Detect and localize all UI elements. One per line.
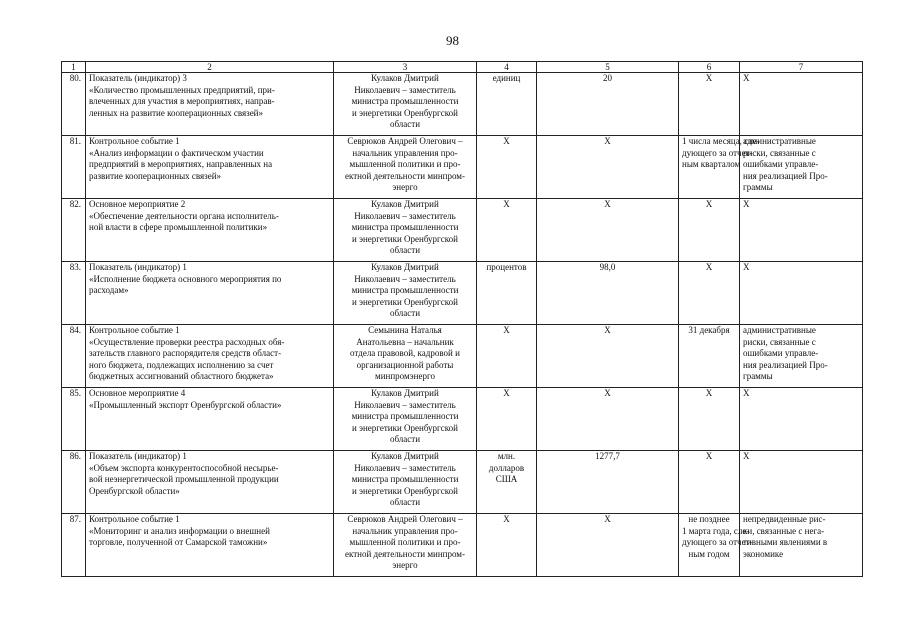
cell-text-line: «Промышленный экспорт Оренбургской области» (89, 399, 282, 410)
cell-text-line: Контрольное событие 1 (89, 325, 180, 335)
cell-value (537, 199, 679, 262)
cell-text-line: X (705, 388, 713, 398)
cell-text-line: Николаевич – заместитель (354, 462, 456, 473)
cell-risks (740, 262, 863, 325)
cell-text-line: «Анализ информации о фактическом участии (89, 147, 264, 158)
cell-text-line: бюджетных ассигнований областного бюджета» (89, 371, 274, 381)
cell-responsible (334, 199, 477, 262)
cell-text-line: области (389, 245, 421, 255)
cell-deadline (679, 514, 753, 577)
column-header: 1 (62, 62, 86, 73)
cell-text-line: единиц (492, 73, 521, 83)
cell-deadline (679, 388, 740, 451)
cell-text-line: области (389, 308, 421, 318)
cell-deadline (679, 325, 740, 388)
cell-value (537, 262, 679, 325)
cell-text-line: области (389, 119, 421, 129)
cell-deadline (679, 199, 740, 262)
cell-responsible (334, 325, 477, 388)
cell-text-line: дующего за отчет- (682, 147, 753, 158)
cell-text-line: и энергетики Оренбургской (352, 422, 458, 433)
cell-text-line: Основное мероприятие 2 (89, 199, 186, 209)
cell-text-line: Показатель (индикатор) 1 (89, 262, 187, 272)
cell-text-line: 1 марта года, сле- (682, 525, 750, 536)
cell-text-line: 98,0 (599, 262, 616, 272)
cell-value (537, 514, 679, 577)
column-header: 4 (477, 62, 537, 73)
cell-text-line: X (604, 325, 611, 335)
cell-text-line: расходам» (89, 285, 129, 295)
cell-text-line: Кулаков Дмитрий (371, 262, 439, 272)
cell-text-line: X (705, 451, 713, 461)
cell-name (86, 199, 334, 262)
cell-text-line: граммы (743, 182, 773, 192)
cell-unit (477, 451, 537, 514)
cell-value (537, 73, 679, 136)
table-row (62, 73, 863, 136)
cell-text-line: млн. (497, 451, 516, 461)
cell-responsible (334, 514, 477, 577)
cell-text-line: организационной работы (356, 359, 454, 370)
cell-text-line: X (604, 514, 611, 524)
cell-text-line: влеченных для участия в мероприятиях, направ- (89, 96, 275, 106)
cell-row-number: 85. (62, 388, 86, 451)
table-row (62, 514, 863, 577)
table-header-row (62, 62, 863, 73)
cell-text-line: области (389, 434, 421, 444)
cell-text-line: Анатольевна – начальник (356, 336, 454, 347)
cell-text-line: мышленной политики и про- (349, 537, 461, 547)
page-number: 98 (446, 33, 459, 48)
cell-text-line: долларов (488, 462, 525, 473)
cell-text-line: торговле, полученной от Самарской таможни» (89, 537, 268, 547)
cell-text-line: начальник управления про- (352, 147, 458, 158)
cell-responsible (334, 73, 477, 136)
cell-text-line: X (705, 73, 713, 83)
cell-text-line: «Количество промышленных предприятий, при- (89, 84, 275, 95)
cell-text-line: Николаевич – заместитель (354, 84, 456, 95)
cell-text-line: министра промышленности (351, 411, 459, 421)
cell-text-line: «Мониторинг и анализ информации о внешней (89, 525, 270, 536)
cell-text-line: непредвиденные рис- (743, 514, 826, 524)
cell-text-line: X (743, 262, 750, 272)
cell-value (537, 388, 679, 451)
cell-text-line: Николаевич – заместитель (354, 399, 456, 410)
cell-text-line: и энергетики Оренбургской (352, 296, 458, 307)
cell-text-line: Кулаков Дмитрий (371, 388, 439, 398)
cell-text-line: Контрольное событие 1 (89, 514, 180, 524)
cell-unit (477, 136, 537, 199)
cell-text-line: X (503, 325, 510, 335)
cell-text-line: «Осуществление проверки реестра расходных обя- (89, 336, 285, 347)
cell-text-line: X (743, 388, 750, 398)
program-table (61, 61, 863, 577)
cell-deadline (679, 262, 740, 325)
cell-unit (477, 388, 537, 451)
cell-text-line: энерго (392, 182, 418, 192)
cell-text-line: ектной деятельности минпром- (344, 548, 465, 559)
cell-text-line: ленных на развитие кооперационных связей» (89, 107, 264, 118)
cell-text-line: министра промышленности (351, 285, 459, 295)
cell-text-line: 31 декабря (688, 325, 730, 335)
cell-text-line: министра промышленности (351, 474, 459, 484)
cell-row-number: 83. (62, 262, 86, 325)
cell-row-number: 82. (62, 199, 86, 262)
cell-row-number: 87. (62, 514, 86, 577)
cell-deadline (679, 73, 740, 136)
cell-text-line: X (743, 73, 750, 83)
cell-row-number: 84. (62, 325, 86, 388)
cell-risks (740, 73, 863, 136)
cell-text-line: вой неэнергетической промышленной продукции (89, 474, 279, 484)
cell-text-line: Севрюков Андрей Олегович – (347, 514, 463, 524)
cell-row-number: 80. (62, 73, 86, 136)
cell-text-line: министра промышленности (351, 222, 459, 232)
cell-text-line: X (604, 388, 611, 398)
cell-text-line: минпромэнерго (375, 371, 435, 381)
cell-responsible (334, 262, 477, 325)
cell-text-line: начальник управления про- (352, 525, 458, 536)
cell-text-line: ным кварталом (682, 159, 741, 169)
cell-row-number: 86. (62, 451, 86, 514)
table-row (62, 451, 863, 514)
cell-text-line: США (495, 474, 518, 484)
cell-text-line: процентов (486, 262, 527, 272)
table-body (62, 73, 863, 577)
cell-text-line: ным годом (688, 548, 730, 559)
cell-unit (477, 73, 537, 136)
cell-text-line: отдела правовой, кадровой и (350, 348, 460, 358)
cell-name (86, 73, 334, 136)
cell-text-line: Показатель (индикатор) 3 (89, 73, 187, 83)
table-row (62, 136, 863, 199)
cell-text-line: X (705, 262, 713, 272)
cell-unit (477, 199, 537, 262)
cell-text-line: ектной деятельности минпром- (344, 170, 465, 181)
cell-text-line: области (389, 497, 421, 507)
cell-unit (477, 262, 537, 325)
cell-text-line: предприятий в мероприятиях, направленных на (89, 159, 273, 169)
cell-text-line: Кулаков Дмитрий (371, 451, 439, 461)
cell-text-line: зательств главного распорядителя средств област- (89, 348, 282, 358)
cell-row-number: 81. (62, 136, 86, 199)
cell-text-line: 1 числа месяца, сле- (682, 136, 760, 146)
cell-text-line: Кулаков Дмитрий (371, 73, 439, 83)
cell-risks (740, 136, 863, 199)
cell-text-line: тивными явлениями в (743, 537, 828, 547)
cell-text-line: ки, связанные с нега- (743, 525, 825, 536)
table-row (62, 199, 863, 262)
cell-text-line: риски, связанные с (743, 147, 816, 158)
cell-text-line: X (503, 136, 510, 146)
cell-text-line: 20 (603, 73, 612, 83)
column-header: 2 (86, 62, 334, 73)
cell-text-line: Контрольное событие 1 (89, 136, 180, 146)
table-row (62, 388, 863, 451)
cell-text-line: Николаевич – заместитель (354, 210, 456, 221)
cell-text-line: и энергетики Оренбургской (352, 485, 458, 496)
table-row (62, 325, 863, 388)
cell-unit (477, 514, 537, 577)
cell-text-line: и энергетики Оренбургской (352, 233, 458, 244)
cell-text-line: X (503, 199, 510, 209)
cell-value (537, 451, 679, 514)
cell-text-line: «Исполнение бюджета основного мероприятия по (89, 273, 282, 284)
cell-text-line: административные (743, 325, 816, 335)
cell-text-line: и энергетики Оренбургской (352, 107, 458, 118)
cell-text-line: экономике (743, 548, 784, 559)
cell-text-line: Семынина Наталья (368, 325, 442, 335)
cell-unit (477, 325, 537, 388)
cell-name (86, 262, 334, 325)
cell-risks (740, 325, 863, 388)
cell-text-line: X (743, 451, 750, 461)
cell-text-line: административные (743, 136, 816, 146)
column-header: 3 (334, 62, 477, 73)
cell-text-line: X (604, 199, 611, 209)
cell-responsible (334, 136, 477, 199)
cell-name (86, 325, 334, 388)
cell-text-line: Показатель (индикатор) 1 (89, 451, 187, 461)
cell-text-line: X (503, 514, 510, 524)
cell-text-line: развитие кооперационных связей» (89, 170, 222, 181)
cell-responsible (334, 388, 477, 451)
cell-text-line: X (604, 136, 611, 146)
column-header: 7 (740, 62, 863, 73)
cell-value (537, 136, 679, 199)
cell-value (537, 325, 679, 388)
cell-deadline (679, 451, 740, 514)
cell-text-line: 1277,7 (595, 451, 620, 461)
cell-text-line: Кулаков Дмитрий (371, 199, 439, 209)
cell-text-line: ной власти в сфере промышленной политики» (89, 222, 268, 232)
cell-text-line: граммы (743, 371, 773, 381)
cell-text-line: Основное мероприятие 4 (89, 388, 186, 398)
cell-risks (740, 199, 863, 262)
cell-text-line: ного бюджета, подлежащих исполнению за счет (89, 359, 274, 370)
cell-text-line: «Обеспечение деятельности органа исполнитель- (89, 210, 279, 221)
table-row (62, 262, 863, 325)
cell-text-line: ния реализацией Про- (743, 359, 828, 370)
cell-text-line: Оренбургской области» (89, 485, 180, 496)
cell-text-line: X (503, 388, 510, 398)
cell-risks (740, 514, 863, 577)
cell-risks (740, 388, 863, 451)
cell-text-line: «Объем экспорта конкурентоспособной несырье- (89, 462, 279, 473)
cell-text-line: не позднее (688, 514, 730, 524)
cell-text-line: X (743, 199, 750, 209)
cell-text-line: министра промышленности (351, 96, 459, 106)
cell-text-line: мышленной политики и про- (349, 159, 461, 169)
cell-text-line: риски, связанные с (743, 336, 816, 347)
cell-responsible (334, 451, 477, 514)
cell-name (86, 136, 334, 199)
column-header: 6 (679, 62, 740, 73)
cell-risks (740, 451, 863, 514)
cell-text-line: дующего за отчет- (682, 537, 753, 547)
cell-name (86, 388, 334, 451)
column-header: 5 (537, 62, 679, 73)
cell-text-line: ния реализацией Про- (743, 170, 828, 181)
cell-text-line: Николаевич – заместитель (354, 273, 456, 284)
cell-text-line: Севрюков Андрей Олегович – (347, 136, 463, 146)
cell-text-line: энерго (392, 560, 418, 570)
cell-text-line: X (705, 199, 713, 209)
cell-name (86, 514, 334, 577)
cell-text-line: ошибками управле- (743, 159, 819, 169)
cell-text-line: ошибками управле- (743, 348, 819, 358)
cell-name (86, 451, 334, 514)
